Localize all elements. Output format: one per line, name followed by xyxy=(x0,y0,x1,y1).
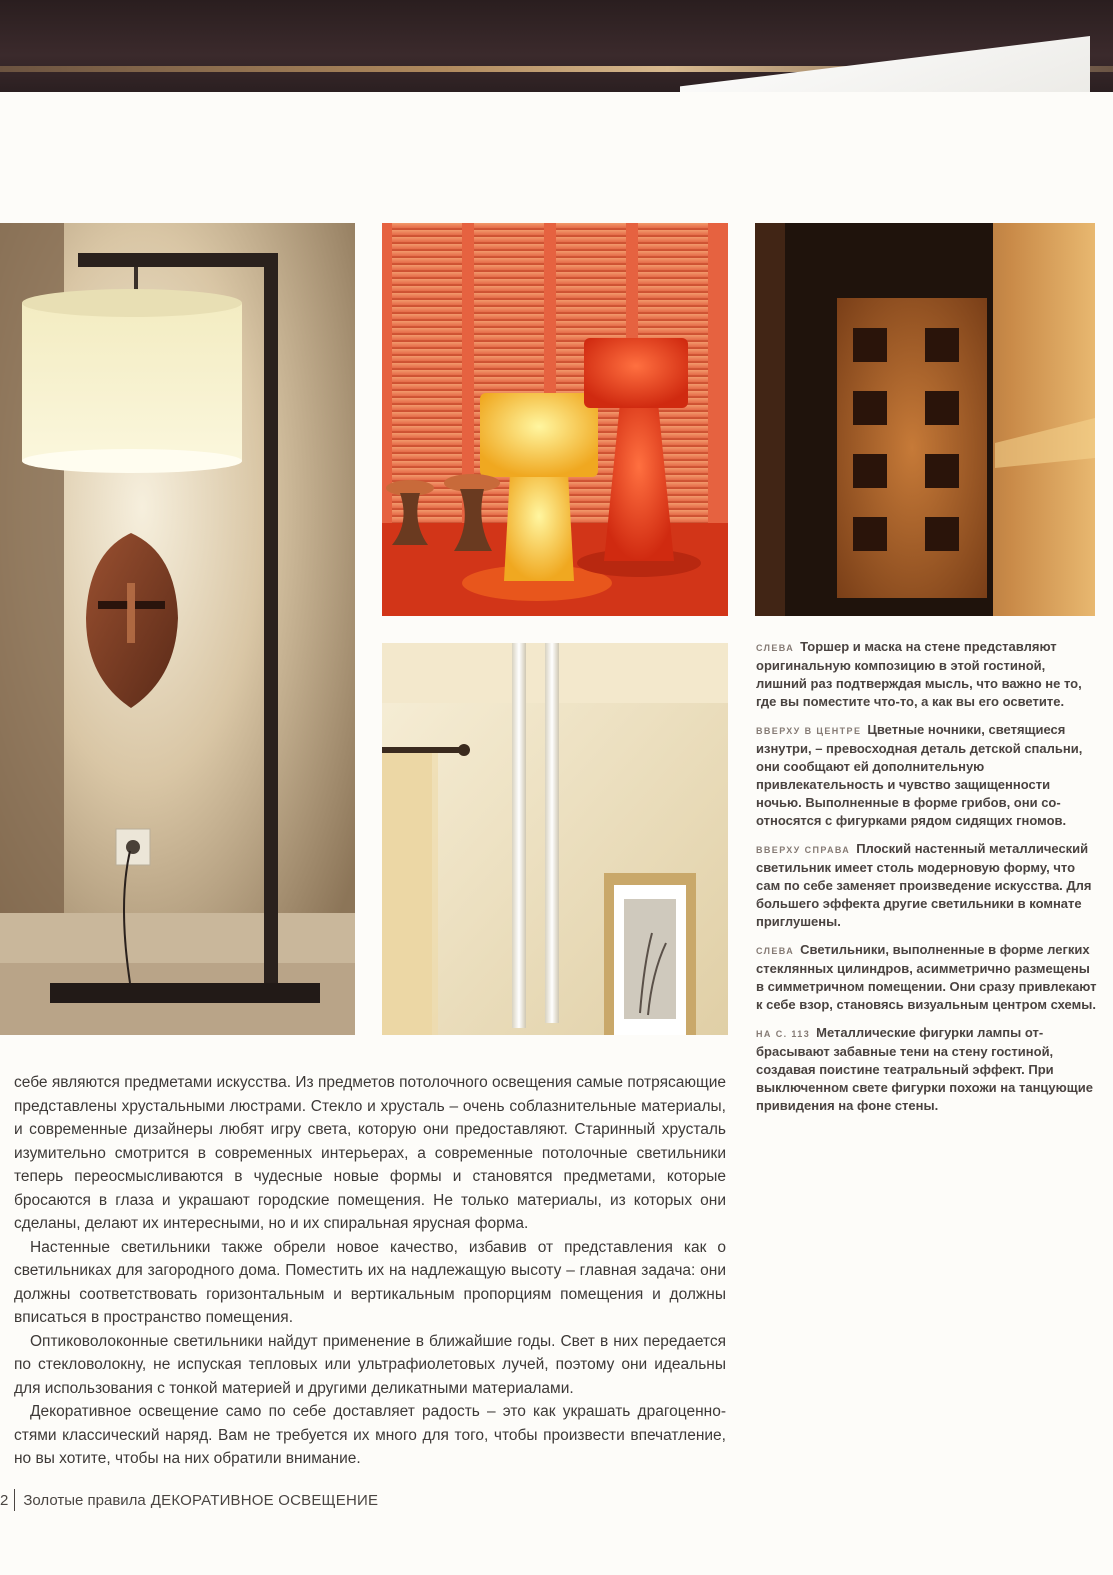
section-title: ДЕКОРАТИВНОЕ ОСВЕЩЕНИЕ xyxy=(150,1491,379,1509)
body-text xyxy=(14,1071,726,1471)
photo-floor-lamp-mask xyxy=(0,223,355,1035)
caption: ВВЕРХУ СПРАВА Плоский настенный металлический светильник имеет столь модерновую форму, что сам по себе заменяет произведение искусства. Для большего эффекта другие светильники в комнате приглушены. xyxy=(756,841,1092,929)
caption: ВВЕРХУ В ЦЕНТРЕ Цветные ночники, светящиеся изнутри, – превосходная деталь детской спальни, они сообщают ей дополнительную привлекательность и чувство защищенности ночью. Выполненные в форме грибов, они соотносятся с фигурками рядом сидящих гномов. xyxy=(756,722,1083,828)
page-footer xyxy=(0,1489,378,1511)
caption: НА С. 113 Металлические фигурки лампы отбрасывают забавные тени на стену гостиной, создавая поистине театральный эффект. При выключенном свете фигурки похожи на танцующие привидения на фоне стены. xyxy=(756,1025,1093,1113)
paragraph: Настенные светильники также обрели новое качество, избавив от представления как о светильниках для загородного дома. Поместить их на надлежащую высоту – главная задача: они должны соответствовать горизонтальным и вертикальным пропорциям помещения и должны вписаться в пространство помещения. xyxy=(14,1238,726,1326)
page-number: 2 xyxy=(0,1491,9,1509)
paragraph: себе являются предметами искусства. Из предметов потолочного освещения самые потрясающие представлены хрустальными люстрами. Стекло и хрусталь – очень соблазнительные материалы, и современные дизайнеры любят игру света, которую они предоставляют. Старинный хрусталь изумительно смотрится в современных интерьерах, а современные потолочные светильники теперь переосмысливаются в чудесные новые формы и становятся предметами, которые бросаются в глаза и украшают городские помещения. Не только материалы, из которых они сделаны, делают их интересными, но и их спиральная ярусная форма. xyxy=(14,1074,726,1232)
photo-wall-light xyxy=(755,223,1095,616)
book-title: Золотые правила xyxy=(23,1491,146,1509)
paper-edge xyxy=(680,36,1090,92)
caption: СЛЕВА Светильники, выполненные в форме легких стеклянных цилиндров, асимметрично размещены в симметричном помещении. Они сразу привлекают к себе взор, становясь визуальным центром схемы. xyxy=(756,942,1097,1012)
paragraph: Оптиковолоконные светильники найдут применение в ближайшие годы. Свет в них передается по стекловолокну, не испуская тепловых или ультрафиолетовых лучей, поэтому они идеальны для использования с тонкой материей и другими деликатными материалами. xyxy=(14,1332,726,1397)
paragraph: Декоративное освещение само по себе доставляет радость – это как украшать драгоценностями классический наряд. Вам не требуется их много для того, чтобы произвести впечатление, но вы хотите, чтобы на них обратили внимание. xyxy=(14,1403,726,1467)
footer-divider xyxy=(14,1489,15,1511)
caption: СЛЕВА Торшер и маска на стене представляют оригинальную композицию в этой гостиной, лишний раз подтверждая мысль, что важно не то, где вы поместите что-то, а как вы его осветите. xyxy=(756,639,1082,709)
photo-mushroom-lamps xyxy=(382,223,728,616)
header-photo-strip xyxy=(0,0,1113,92)
photo-captions xyxy=(756,638,1098,1125)
photo-glass-cylinders xyxy=(382,643,728,1035)
